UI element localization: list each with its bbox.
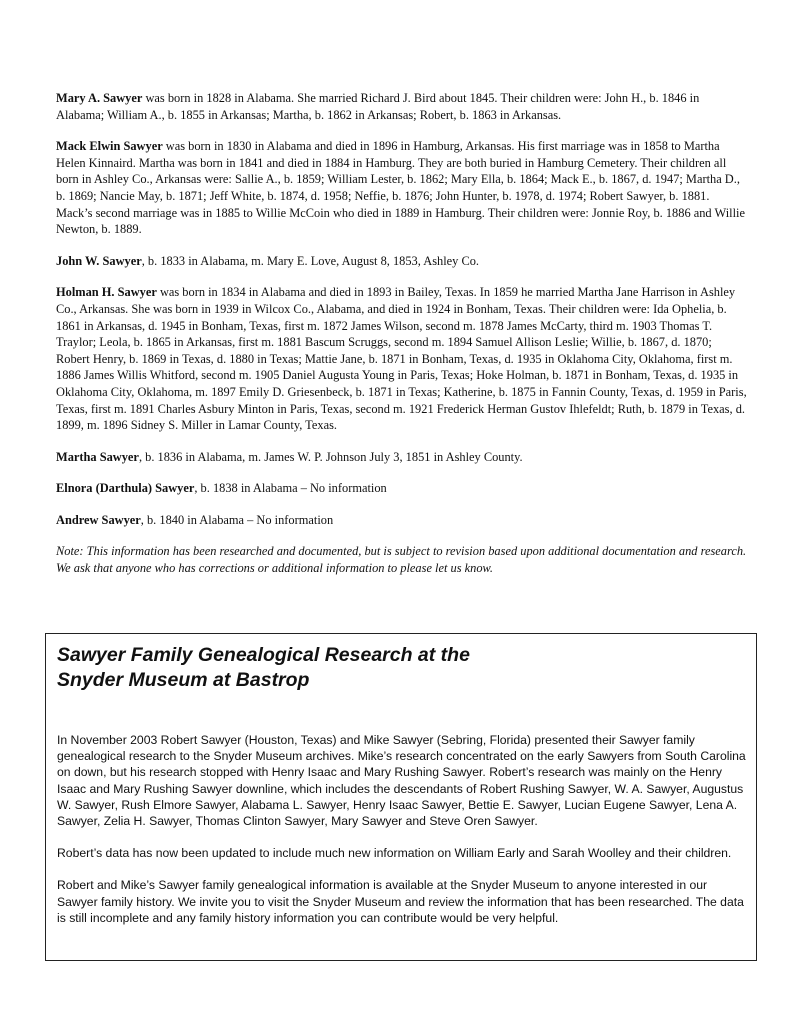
box-title <box>57 643 657 693</box>
entry-text: was born in 1828 in Alabama. She married Richard J. Bird about 1845. Their children were: John H., b. 1846 in Alabama; William A., b. 1855 in Arkansas; Martha, b. 1862 in Arkansas; Robert, b. 1863 in Arkansas. <box>56 91 700 122</box>
box-paragraph: Robert and Mike’s Sawyer family genealogical information is available at the Snyder Museum to anyone interested in our Sawyer family history. We invite you to visit the Snyder Museum and review the information that has been researched. The data is still incomplete and any family history information you can contribute would be very helpful. <box>57 878 744 925</box>
snyder-museum-box <box>45 633 757 961</box>
entry-elnora-sawyer <box>56 480 748 497</box>
entry-name: Mack Elwin Sawyer <box>56 139 163 154</box>
entry-text: , b. 1838 in Alabama – No information <box>194 481 387 496</box>
entry-name: Holman H. Sawyer <box>56 285 157 300</box>
entry-holman-h-sawyer <box>56 284 748 433</box>
box-title-line-2: Snyder Museum at Bastrop <box>57 669 310 691</box>
box-paragraph: Robert’s data has now been updated to include much new information on William Early and Sarah Woolley and their children. <box>57 846 732 861</box>
entry-text: was born in 1830 in Alabama and died in 1896 in Hamburg, Arkansas. His first marriage was in 1858 to Martha Helen Kinnaird. Martha was born in 1841 and died in 1884 in Hamburg. They are both buried in Hamburg Cemetery. Their children all born in Ashley Co., Arkansas were: Sallie A., b. 1859; William Lester, b. 1862; Mary Ella, b. 1864; Mack E., b. 1867, d. 1947; Martha D., b. 1869; Nancie May, b. 1871; Jeff White, b. 1874, d. 1958; Neffie, b. 1876; John Hunter, b. 1978, d. 1974; Robert Sawyer, b. 1881. Mack’s second marriage was in 1885 to Willie McCoin who died in 1889 in Hamburg. Their children were: Jonnie Roy, b. 1886 and Willie Newton, b. 1889. <box>56 139 745 237</box>
entry-name: Mary A. Sawyer <box>56 91 143 105</box>
entry-text: was born in 1834 in Alabama and died in 1893 in Bailey, Texas. In 1859 he married Martha Jane Harrison in Ashley Co., Arkansas. She was born in 1939 in Wilcox Co., Alabama, and died in 1924 in Bonham, Texas. Their children were: Ida Ophelia, b. 1861 in Arkansas, d. 1945 in Bonham, Texas, first m. 1872 James Wilson, second m. 1878 James McCarty, third m. 1903 Thomas T. Traylor; Leola, b. 1865 in Arkansas, first m. 1881 Bascum Scruggs, second m. 1894 Samuel Allison Leslie; Willie, b. 1867, d. 1870; Robert Henry, b. 1869 in Texas, d. 1880 in Texas; Mattie Jane, b. 1871 in Bonham, Texas, d. 1935 in Oklahoma City, Oklahoma, first m. 1886 James Willis Whitford, second m. 1905 Daniel Augusta Young in Paris, Texas; Hoke Holman, b. 1871 in Bonham, Texas, d. 1935 in Oklahoma City, Oklahoma, m. 1897 Emily D. Griesenbeck, b. 1871 in Texas; Katherine, b. 1875 in Fannin County, Texas, d. 1959 in Paris, Texas, first m. 1891 Charles Asbury Minton in Paris, Texas, second m. 1921 Frederick Herman Gustov Ihlefeldt; Ruth, b. 1879 in Texas, d. 1899, m. 1896 Sidney S. Miller in Lamar County, Texas. <box>56 285 747 433</box>
research-note: Note: This information has been researched and documented, but is subject to revision based upon additional documentation and research. We ask that anyone who has corrections or additional information to please let us know. <box>56 544 747 576</box>
entry-name: Elnora (Darthula) Sawyer <box>56 481 195 496</box>
entry-andrew-sawyer <box>56 512 748 529</box>
genealogy-entries <box>56 90 748 589</box>
entry-name: Andrew Sawyer <box>56 512 141 527</box>
box-paragraph: In November 2003 Robert Sawyer (Houston, Texas) and Mike Sawyer (Sebring, Florida) presented their Sawyer family genealogical research to the Snyder Museum archives. Mike’s research concentrated on the early Sawyers from South Carolina on down, but his research stopped with Henry Isaac and Mary Rushing Sawyer. Robert’s research was mainly on the Henry Isaac and Mary Rushing Sawyer downline, which includes the descendants of Robert Rushing Sawyer, W. A. Sawyer, Augustus W. Sawyer, Rush Elmore Sawyer, Alabama L. Sawyer, Henry Isaac Sawyer, Bettie E. Sawyer, Lucian Eugene Sawyer, Lena A. Sawyer, Zelia H. Sawyer, Thomas Clinton Sawyer, Mary Sawyer and Steve Oren Sawyer. <box>57 733 746 829</box>
entry-text: , b. 1833 in Alabama, m. Mary E. Love, August 8, 1853, Ashley Co. <box>141 253 480 268</box>
entry-mary-a-sawyer <box>56 90 748 123</box>
entry-name: Martha Sawyer <box>56 449 139 464</box>
box-body <box>57 732 749 942</box>
entry-text: , b. 1836 in Alabama, m. James W. P. Johnson July 3, 1851 in Ashley County. <box>138 449 523 464</box>
box-title-line-1: Sawyer Family Genealogical Research at the <box>57 644 470 666</box>
entry-john-w-sawyer <box>56 253 748 270</box>
entry-name: John W. Sawyer <box>56 253 142 268</box>
entry-mack-elwin-sawyer <box>56 138 748 238</box>
entry-martha-sawyer <box>56 449 748 466</box>
entry-text: , b. 1840 in Alabama – No information <box>140 512 334 527</box>
